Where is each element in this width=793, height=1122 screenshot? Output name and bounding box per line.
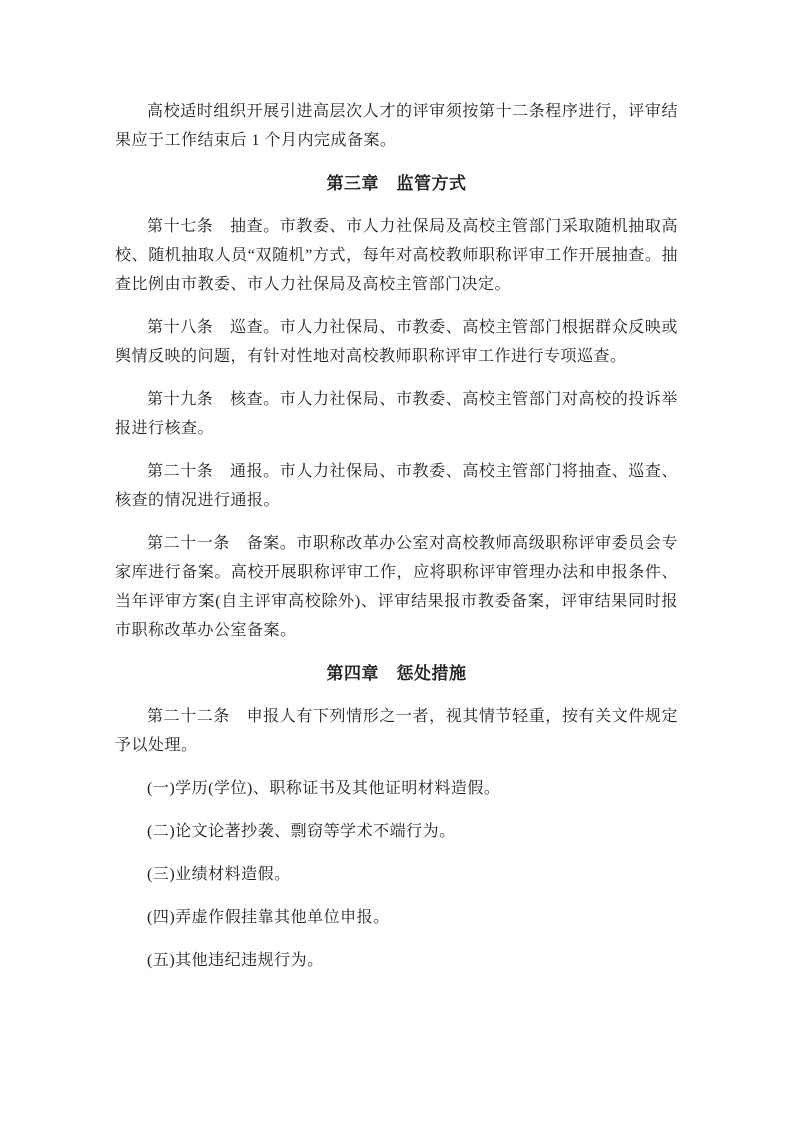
list-item: (五)其他违纪违规行为。 bbox=[147, 952, 324, 969]
paragraph: 第二十二条 申报人有下列情形之一者，视其情节轻重，按有关文件规定予以处理。 bbox=[115, 708, 678, 754]
paragraph: 高校适时组织开展引进高层次人才的评审须按第十二条程序进行，评审结果应于工作结束后 1 个月内完成备案。 bbox=[115, 103, 678, 149]
paragraph: 第十八条 巡查。市人力社保局、市教委、高校主管部门根据群众反映或舆情反映的问题，有针对性地对高校教师职称评审工作进行专项巡查。 bbox=[115, 319, 678, 365]
chapter-heading: 第四章 惩处措施 bbox=[326, 664, 467, 683]
paragraph: 第十九条 核查。市人力社保局、市教委、高校主管部门对高校的投诉举报进行核查。 bbox=[115, 391, 678, 437]
list-item: (四)弄虚作假挂靠其他单位申报。 bbox=[147, 909, 390, 926]
paragraph: 第二十条 通报。市人力社保局、市教委、高校主管部门将抽查、巡查、核查的情况进行通报。 bbox=[115, 463, 678, 509]
list-item: (三)业绩材料造假。 bbox=[147, 866, 291, 883]
list-item: (一)学历(学位)、职称证书及其他证明材料造假。 bbox=[147, 780, 501, 797]
paragraph: 第十七条 抽查。市教委、市人力社保局及高校主管部门采取随机抽取高校、随机抽取人员“双随机”方式，每年对高校教师职称评审工作开展抽查。抽查比例由市教委、市人力社保局及高校主管部门决定。 bbox=[115, 218, 678, 293]
chapter-heading: 第三章 监管方式 bbox=[326, 174, 467, 193]
paragraph: 第二十一条 备案。市职称改革办公室对高校教师高级职称评审委员会专家库进行备案。高校开展职称评审工作，应将职称评审管理办法和申报条件、当年评审方案(自主评审高校除外)、评审结果报市教委备案，评审结果同时报市职称改革办公室备案。 bbox=[115, 535, 678, 639]
list-item: (二)论文论著抄袭、剽窃等学术不端行为。 bbox=[147, 823, 456, 840]
